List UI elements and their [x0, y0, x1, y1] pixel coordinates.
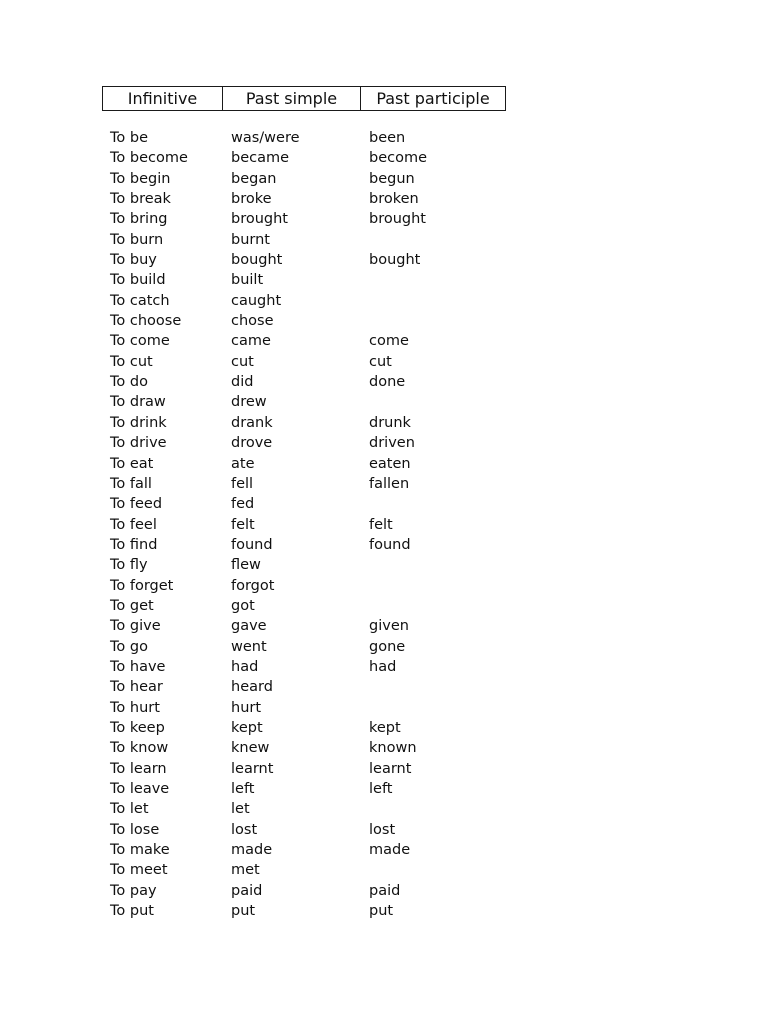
verb-past-participle: known	[369, 740, 417, 757]
verb-past-participle: been	[369, 130, 406, 146]
verb-past-participle: found	[369, 536, 411, 553]
verb-row	[0, 657, 768, 677]
header-past-participle: Past participle	[376, 89, 490, 108]
verb-infinitive: To leave	[110, 781, 170, 797]
verb-past-simple: became	[231, 150, 290, 167]
verb-row	[0, 352, 768, 372]
verb-past-simple: heard	[231, 679, 273, 696]
verb-past-simple: made	[231, 842, 273, 859]
verb-infinitive: To lose	[110, 821, 160, 838]
verb-row	[0, 881, 768, 901]
verb-infinitive: To begin	[110, 170, 171, 187]
verb-row	[0, 820, 768, 840]
verb-infinitive: To drive	[110, 435, 167, 452]
verb-past-simple: drank	[231, 414, 273, 431]
verb-past-participle: fallen	[369, 475, 410, 492]
verb-row	[0, 535, 768, 555]
verb-infinitive: To fly	[110, 557, 148, 574]
verb-past-participle: made	[369, 842, 411, 859]
verb-past-simple: went	[231, 638, 267, 655]
verb-past-simple: chose	[231, 313, 274, 330]
verb-infinitive: To become	[110, 150, 188, 167]
header-infinitive: Infinitive	[103, 87, 223, 110]
verb-infinitive: To draw	[110, 394, 166, 411]
verb-past-simple: met	[231, 862, 260, 879]
verb-row	[0, 637, 768, 657]
verb-past-simple: learnt	[231, 760, 274, 777]
verb-infinitive: To feed	[110, 496, 163, 513]
verb-row	[0, 494, 768, 514]
verb-row	[0, 270, 768, 290]
verb-past-simple: kept	[231, 719, 263, 736]
verb-past-simple: was/were	[231, 130, 300, 146]
verb-infinitive: To make	[110, 842, 170, 859]
verb-infinitive: To drink	[110, 414, 167, 431]
verb-row	[0, 718, 768, 738]
verb-past-simple: came	[231, 333, 271, 350]
verb-past-participle: paid	[369, 882, 401, 899]
verb-infinitive: To get	[110, 597, 154, 614]
verb-row	[0, 596, 768, 616]
verb-past-simple: had	[231, 658, 259, 675]
verb-past-simple: put	[231, 903, 256, 920]
verb-past-simple: fell	[231, 475, 254, 492]
verb-past-participle: left	[369, 781, 393, 797]
verb-infinitive: To find	[110, 536, 158, 553]
verb-infinitive: To break	[110, 191, 171, 208]
verb-past-participle: gone	[369, 638, 406, 655]
verb-past-participle: felt	[369, 516, 393, 533]
verb-row	[0, 209, 768, 229]
verb-past-participle: had	[369, 658, 397, 675]
verb-row	[0, 148, 768, 168]
header-past-simple: Past simple	[223, 87, 361, 110]
verb-infinitive: To hear	[110, 679, 163, 696]
verb-row	[0, 738, 768, 758]
verb-past-simple: did	[231, 374, 254, 391]
verb-past-participle: eaten	[369, 455, 411, 472]
verb-past-simple: cut	[231, 353, 254, 370]
verb-past-simple: built	[231, 272, 264, 289]
verb-table-header	[102, 86, 506, 111]
verb-past-simple: knew	[231, 740, 270, 757]
verb-row	[0, 616, 768, 636]
verb-row	[0, 555, 768, 575]
verb-past-simple: ate	[231, 455, 255, 472]
verb-past-participle: bought	[369, 252, 421, 269]
verb-past-simple: left	[231, 781, 255, 797]
verb-past-simple: drew	[231, 394, 267, 411]
verb-row	[0, 392, 768, 412]
verb-past-participle: kept	[369, 719, 401, 736]
verb-past-simple: gave	[231, 618, 267, 635]
verb-past-simple: brought	[231, 211, 288, 228]
verb-infinitive: To cut	[110, 353, 153, 370]
verb-infinitive: To choose	[110, 313, 182, 330]
verb-past-simple: paid	[231, 882, 263, 899]
verb-past-participle: begun	[369, 170, 415, 187]
verb-infinitive: To catch	[110, 292, 170, 309]
verb-past-simple: felt	[231, 516, 255, 533]
verb-row	[0, 860, 768, 880]
verb-row	[0, 901, 768, 921]
verb-row	[0, 372, 768, 392]
verb-infinitive: To meet	[110, 862, 168, 879]
verb-row	[0, 840, 768, 860]
verb-row	[0, 759, 768, 779]
verb-past-participle: done	[369, 374, 406, 391]
verb-past-simple: broke	[231, 191, 272, 208]
verb-row	[0, 779, 768, 799]
verb-past-simple: forgot	[231, 577, 275, 594]
verb-infinitive: To come	[110, 333, 170, 350]
verb-list	[0, 128, 768, 921]
verb-past-simple: hurt	[231, 699, 262, 716]
verb-past-participle: given	[369, 618, 409, 635]
verb-row	[0, 291, 768, 311]
verb-row	[0, 454, 768, 474]
verb-past-simple: bought	[231, 252, 283, 269]
verb-infinitive: To fall	[110, 475, 152, 492]
verb-infinitive: To keep	[110, 719, 165, 736]
verb-infinitive: To let	[110, 801, 149, 818]
verb-row	[0, 515, 768, 535]
verb-infinitive: To buy	[110, 252, 157, 269]
verb-infinitive: To have	[110, 658, 166, 675]
verb-past-participle: come	[369, 333, 409, 350]
verb-infinitive: To do	[110, 374, 148, 391]
verb-infinitive: To know	[110, 740, 169, 757]
verb-past-participle: drunk	[369, 414, 411, 431]
verb-past-simple: let	[231, 801, 250, 818]
verb-past-simple: fed	[231, 496, 255, 513]
verb-infinitive: To pay	[110, 882, 157, 899]
verb-row	[0, 250, 768, 270]
verb-row	[0, 677, 768, 697]
verb-infinitive: To give	[110, 618, 161, 635]
verb-infinitive: To feel	[110, 516, 157, 533]
verb-row	[0, 799, 768, 819]
verb-row	[0, 311, 768, 331]
verb-infinitive: To forget	[110, 577, 174, 594]
verb-past-simple: found	[231, 536, 273, 553]
verb-row	[0, 698, 768, 718]
verb-row	[0, 433, 768, 453]
verb-row	[0, 189, 768, 209]
verb-row	[0, 576, 768, 596]
verb-past-simple: drove	[231, 435, 273, 452]
verb-row	[0, 474, 768, 494]
verb-past-participle: lost	[369, 821, 396, 838]
verb-row	[0, 128, 768, 148]
verb-row	[0, 413, 768, 433]
verb-infinitive: To burn	[110, 231, 164, 248]
verb-past-participle: brought	[369, 211, 426, 228]
verb-past-simple: burnt	[231, 231, 270, 248]
verb-row	[0, 230, 768, 250]
verb-infinitive: To bring	[110, 211, 168, 228]
verb-infinitive: To be	[110, 130, 148, 146]
verb-past-participle: learnt	[369, 760, 412, 777]
verb-row	[0, 331, 768, 351]
verb-past-participle: driven	[369, 435, 415, 452]
verb-past-participle: become	[369, 150, 428, 167]
verb-infinitive: To go	[110, 638, 148, 655]
verb-past-participle: cut	[369, 353, 392, 370]
verb-past-simple: lost	[231, 821, 258, 838]
verb-past-simple: flew	[231, 557, 261, 574]
verb-past-participle: broken	[369, 191, 419, 208]
verb-infinitive: To hurt	[110, 699, 160, 716]
verb-past-participle: put	[369, 903, 394, 920]
verb-past-simple: got	[231, 597, 255, 614]
verb-infinitive: To learn	[110, 760, 167, 777]
verb-infinitive: To put	[110, 903, 154, 920]
verb-infinitive: To eat	[110, 455, 154, 472]
verb-row	[0, 169, 768, 189]
verb-infinitive: To build	[110, 272, 166, 289]
verb-past-simple: caught	[231, 292, 282, 309]
verb-past-simple: began	[231, 170, 277, 187]
